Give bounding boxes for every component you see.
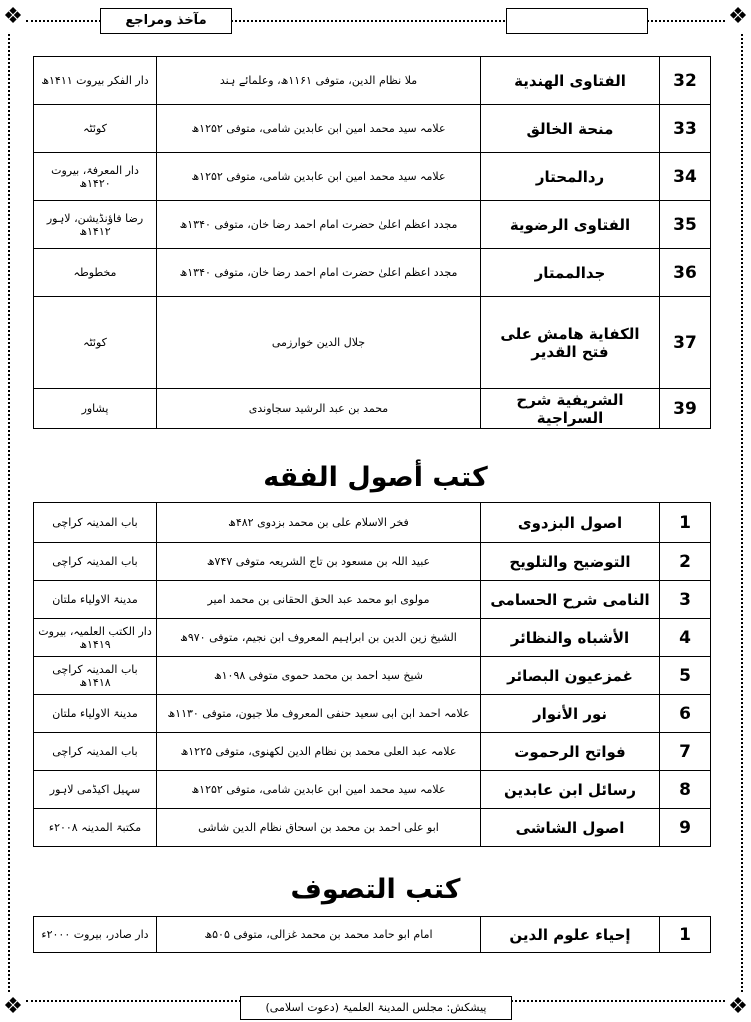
section-heading-usul-fiqh: كتب أصول الفقه xyxy=(263,462,488,493)
entry-number: 7 xyxy=(660,733,711,771)
book-title: التوضيح والتلويح xyxy=(481,543,660,581)
entry-number: 35 xyxy=(660,201,711,249)
frame-left-border xyxy=(8,34,10,992)
entry-number: 33 xyxy=(660,105,711,153)
entry-number: 8 xyxy=(660,771,711,809)
publisher: باب المدینہ کراچی xyxy=(34,733,157,771)
author-name: علامہ سید محمد امین ابن عابدین شامی، متوفی ۱۲۵۲ھ xyxy=(157,153,481,201)
table-row xyxy=(34,619,711,657)
author-name: عبید اللہ بن مسعود بن تاج الشریعہ متوفی ۷۴۷ھ xyxy=(157,543,481,581)
table-row xyxy=(34,695,711,733)
book-title: منحة الخالق xyxy=(481,105,660,153)
header-page-tag xyxy=(506,8,648,34)
entry-number: 39 xyxy=(660,389,711,429)
table-row xyxy=(34,917,711,953)
publisher: مدینۃ الاولیاء ملتان xyxy=(34,695,157,733)
publisher: مدینۃ الاولیاء ملتان xyxy=(34,581,157,619)
entry-number: 3 xyxy=(660,581,711,619)
references-table-usul-fiqh xyxy=(33,502,711,847)
table-row xyxy=(34,201,711,249)
table-row xyxy=(34,389,711,429)
entry-number: 36 xyxy=(660,249,711,297)
table-row xyxy=(34,153,711,201)
corner-ornament-bottom-right: ❖ xyxy=(728,994,748,1019)
publisher: پشاور xyxy=(34,389,157,429)
table-row xyxy=(34,657,711,695)
corner-ornament-top-right: ❖ xyxy=(728,4,748,29)
book-title: إحياء علوم الدين xyxy=(481,917,660,953)
author-name: علامہ عبد العلی محمد بن نظام الدین لکھنوی، متوفی ۱۲۲۵ھ xyxy=(157,733,481,771)
author-name: علامہ سید محمد امین ابن عابدین شامی، متوفی ۱۲۵۲ھ xyxy=(157,771,481,809)
publisher: مکتبۃ المدینہ ۲۰۰۸ء xyxy=(34,809,157,847)
author-name: فخر الاسلام علی بن محمد بزدوی ۴۸۲ھ xyxy=(157,503,481,543)
footer-credit: پیشکش: مجلس المدینۃ العلمیۃ (دعوت اسلامی) xyxy=(240,996,512,1020)
author-name: الشیخ زین الدین بن ابراہیم المعروف ابن نجیم، متوفی ۹۷۰ھ xyxy=(157,619,481,657)
publisher: باب المدینہ کراچی ۱۴۱۸ھ xyxy=(34,657,157,695)
entry-number: 1 xyxy=(660,917,711,953)
corner-ornament-top-left: ❖ xyxy=(3,4,23,29)
publisher: دار الفکر بیروت ۱۴۱۱ھ xyxy=(34,57,157,105)
author-name: جلال الدین خوارزمی xyxy=(157,297,481,389)
author-name: مجدد اعظم اعلیٰ حضرت امام احمد رضا خان، متوفی ۱۳۴۰ھ xyxy=(157,249,481,297)
entry-number: 37 xyxy=(660,297,711,389)
table-row xyxy=(34,297,711,389)
entry-number: 1 xyxy=(660,503,711,543)
references-table-fiqh xyxy=(33,56,711,429)
table-row xyxy=(34,771,711,809)
entry-number: 9 xyxy=(660,809,711,847)
author-name: محمد بن عبد الرشید سجاوندی xyxy=(157,389,481,429)
book-title: الشريفية شرح السراجية xyxy=(481,389,660,429)
publisher: دار المعرفۃ، بیروت ۱۴۲۰ھ xyxy=(34,153,157,201)
author-name: علامہ سید محمد امین ابن عابدین شامی، متوفی ۱۲۵۲ھ xyxy=(157,105,481,153)
book-title: اصول البزدوی xyxy=(481,503,660,543)
entry-number: 34 xyxy=(660,153,711,201)
table-row xyxy=(34,105,711,153)
book-title: اصول الشاشی xyxy=(481,809,660,847)
book-title: رسائل ابن عابدین xyxy=(481,771,660,809)
entry-number: 32 xyxy=(660,57,711,105)
entry-number: 5 xyxy=(660,657,711,695)
publisher: سہیل اکیڈمی لاہور xyxy=(34,771,157,809)
book-title: الكفاية هامش على فتح القدير xyxy=(481,297,660,389)
publisher: کوئٹہ xyxy=(34,297,157,389)
publisher: باب المدینہ کراچی xyxy=(34,503,157,543)
table-row xyxy=(34,57,711,105)
book-title: النامی شرح الحسامی xyxy=(481,581,660,619)
book-title: الأشباه والنظائر xyxy=(481,619,660,657)
header-section-tag: مآخذ ومراجع xyxy=(100,8,232,34)
book-title: الفتاوى الهندية xyxy=(481,57,660,105)
author-name: مولوی ابو محمد عبد الحق الحقانی بن محمد امیر xyxy=(157,581,481,619)
entry-number: 2 xyxy=(660,543,711,581)
book-title: الفتاوى الرضوية xyxy=(481,201,660,249)
publisher: دار صادر، بیروت ۲۰۰۰ء xyxy=(34,917,157,953)
table-row xyxy=(34,733,711,771)
entry-number: 4 xyxy=(660,619,711,657)
publisher: کوئٹہ xyxy=(34,105,157,153)
book-title: فواتح الرحموت xyxy=(481,733,660,771)
publisher: مخطوطہ xyxy=(34,249,157,297)
references-table-tasawwuf xyxy=(33,916,711,953)
book-title: نور الأنوار xyxy=(481,695,660,733)
table-row xyxy=(34,249,711,297)
book-title: جدالممتار xyxy=(481,249,660,297)
author-name: مجدد اعظم اعلیٰ حضرت امام احمد رضا خان، متوفی ۱۳۴۰ھ xyxy=(157,201,481,249)
section-heading-tasawwuf: كتب التصوف xyxy=(290,874,461,905)
corner-ornament-bottom-left: ❖ xyxy=(3,994,23,1019)
author-name: امام ابو حامد محمد بن محمد غزالی، متوفی ۵۰۵ھ xyxy=(157,917,481,953)
author-name: شیخ سید احمد بن محمد حموی متوفی ۱۰۹۸ھ xyxy=(157,657,481,695)
publisher: باب المدینہ کراچی xyxy=(34,543,157,581)
table-row xyxy=(34,809,711,847)
book-title: ردالمحتار xyxy=(481,153,660,201)
book-title: غمزعيون البصائر xyxy=(481,657,660,695)
table-row xyxy=(34,543,711,581)
table-row xyxy=(34,503,711,543)
frame-right-border xyxy=(741,34,743,992)
author-name: ملا نظام الدین، متوفی ۱۱۶۱ھ، وعلمائے ہند xyxy=(157,57,481,105)
publisher: دار الکتب العلمیہ، بیروت ۱۴۱۹ھ xyxy=(34,619,157,657)
author-name: ابو علی احمد بن محمد بن اسحاق نظام الدین شاشی xyxy=(157,809,481,847)
table-row xyxy=(34,581,711,619)
publisher: رضا فاؤنڈیشن، لاہور ۱۴۱۲ھ xyxy=(34,201,157,249)
entry-number: 6 xyxy=(660,695,711,733)
author-name: علامہ احمد ابن ابی سعید حنفی المعروف ملا جیون، متوفی ۱۱۳۰ھ xyxy=(157,695,481,733)
